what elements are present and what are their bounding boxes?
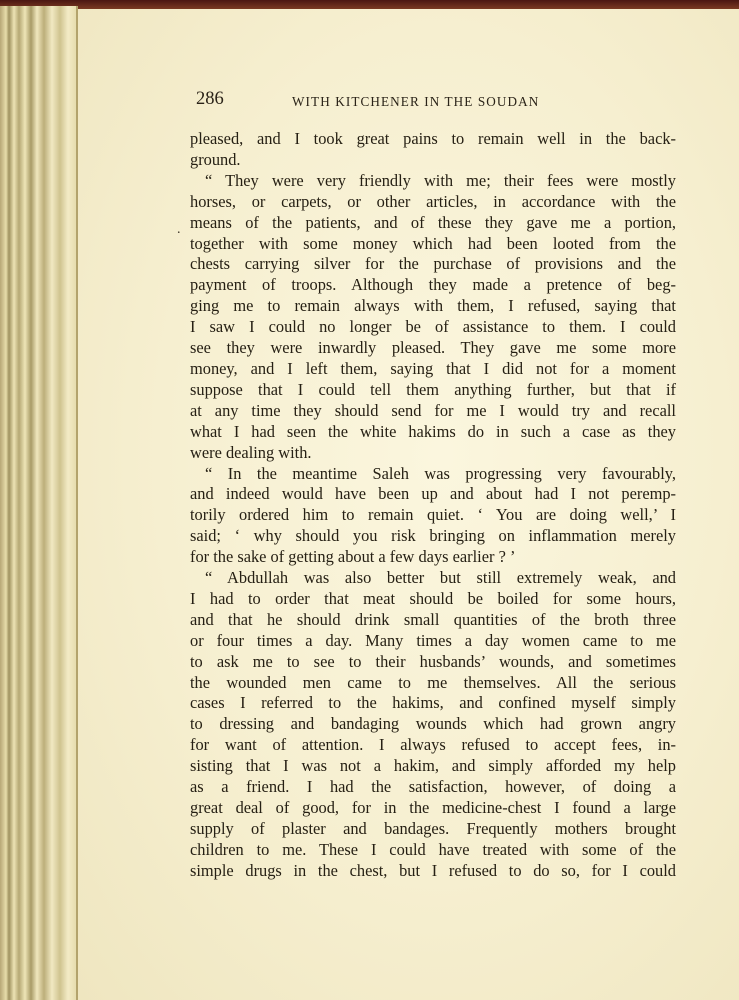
text-line: I saw I could no longer be of assistance to them. I could xyxy=(190,317,676,337)
text-line: for the sake of getting about a few days earlier ? ’ xyxy=(190,547,516,567)
text-line: torily ordered him to remain quiet. ‘ You are doing well,’ I xyxy=(190,505,676,525)
text-line: supply of plaster and bandages. Frequently mothers brought xyxy=(190,818,676,838)
book-top-edge xyxy=(0,0,739,9)
body-text xyxy=(190,129,676,882)
text-line: horses, or carpets, or other articles, in accordance with the xyxy=(190,191,676,211)
text-line: see they were inwardly pleased. They gave me some more xyxy=(190,338,676,358)
text-line: to ask me to see to their husbands’ wounds, and sometimes xyxy=(190,651,676,671)
text-line: together with some money which had been looted from the xyxy=(190,233,676,253)
book-page-edges xyxy=(0,6,78,1000)
text-line: said; ‘ why should you risk bringing on inflammation merely xyxy=(190,526,676,546)
text-line: or four times a day. Many times a day women came to me xyxy=(190,630,676,650)
text-line: at any time they should send for me I would try and recall xyxy=(190,400,676,420)
text-line: the wounded men came to me themselves. All the serious xyxy=(190,672,676,692)
text-line: and that he should drink small quantities of the broth three xyxy=(190,609,676,629)
text-line: and indeed would have been up and about had I not peremp- xyxy=(190,484,676,504)
margin-mark: . xyxy=(177,222,181,237)
text-line: ging me to remain always with them, I refused, saying that xyxy=(190,296,676,316)
text-line: what I had seen the white hakims do in such a case as they xyxy=(190,421,676,441)
running-head: WITH KITCHENER IN THE SOUDAN xyxy=(292,94,540,109)
text-line: children to me. These I could have treated with some of the xyxy=(190,839,676,859)
text-line: as a friend. I had the satisfaction, however, of doing a xyxy=(190,777,676,797)
text-line: great deal of good, for in the medicine-chest I found a large xyxy=(190,798,676,817)
text-line: “ In the meantime Saleh was progressing very favourably, xyxy=(205,463,676,483)
page-number: 286 xyxy=(196,89,224,109)
text-line: pleased, and I took great pains to remain well in the back- xyxy=(190,129,676,148)
text-line: to dressing and bandaging wounds which had grown angry xyxy=(190,714,676,734)
text-line: were dealing with. xyxy=(190,442,312,462)
text-line: simple drugs in the chest, but I refused to do so, for I could xyxy=(190,860,676,880)
text-line: ground. xyxy=(190,149,241,169)
text-line: “ Abdullah was also better but still extremely weak, and xyxy=(205,568,676,588)
text-line: sisting that I was not a hakim, and simply afforded my help xyxy=(190,756,676,776)
text-line: for want of attention. I always refused to accept fees, in- xyxy=(190,735,676,755)
text-line: means of the patients, and of these they gave me a portion, xyxy=(190,212,676,232)
text-line: cases I referred to the hakims, and confined myself simply xyxy=(190,693,676,713)
text-line: “ They were very friendly with me; their fees were mostly xyxy=(205,170,676,190)
text-line: money, and I left them, saying that I did not for a moment xyxy=(190,358,676,378)
page-header xyxy=(196,89,676,113)
text-line: suppose that I could tell them anything further, but that if xyxy=(190,379,676,399)
text-line: payment of troops. Although they made a pretence of beg- xyxy=(190,275,676,295)
text-line: I had to order that meat should be boiled for some hours, xyxy=(190,588,676,608)
text-line: chests carrying silver for the purchase of provisions and the xyxy=(190,254,676,274)
